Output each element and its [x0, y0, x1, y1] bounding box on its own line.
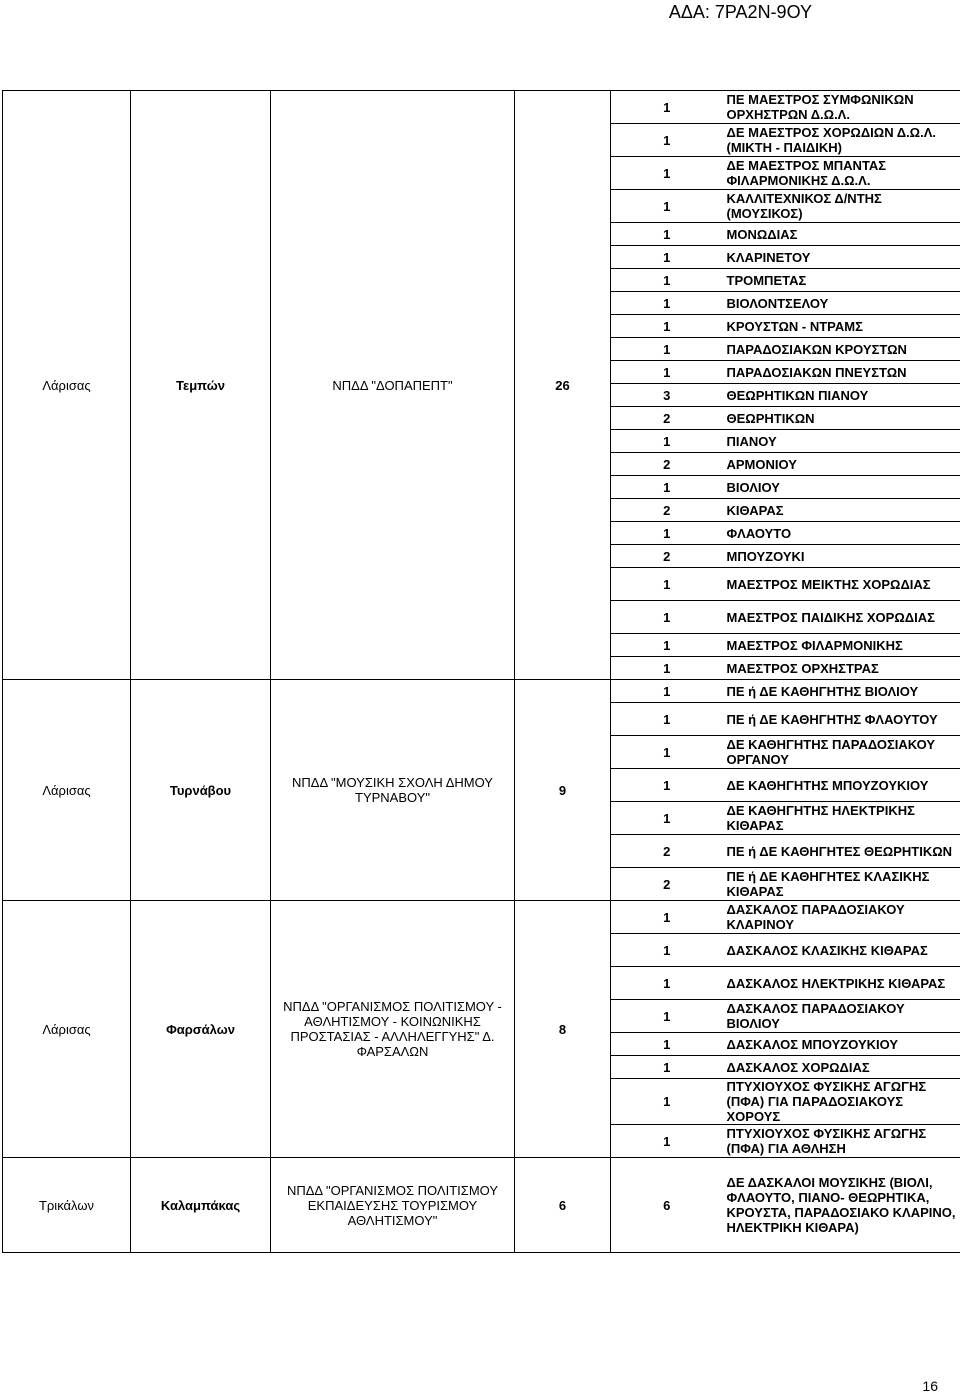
region-cell: Λάρισας [3, 901, 131, 1158]
position-count: 1 [611, 292, 723, 315]
position-specialty: ΠΤΥΧΙΟΥΧΟΣ ΦΥΣΙΚΗΣ ΑΓΩΓΗΣ (ΠΦΑ) ΓΙΑ ΑΘΛΗΣΗ [723, 1125, 960, 1158]
document-code: ΑΔΑ: 7ΡΑ2Ν-9ΟΥ [668, 2, 812, 22]
position-count: 1 [611, 430, 723, 453]
position-specialty: ΠΕ ή ΔΕ ΚΑΘΗΓΗΤΗΣ ΦΛΑΟΥΤΟΥ [723, 703, 960, 736]
position-count: 1 [611, 223, 723, 246]
position-specialty: ΠΕ ή ΔΕ ΚΑΘΗΓΗΤΗΣ ΒΙΟΛΙΟΥ [723, 680, 960, 703]
municipality-cell: Καλαμπάκας [131, 1158, 271, 1253]
position-count: 2 [611, 868, 723, 901]
position-count: 1 [611, 967, 723, 1000]
position-count: 1 [611, 338, 723, 361]
position-specialty: ΠΙΑΝΟΥ [723, 430, 960, 453]
position-specialty: ΠΑΡΑΔΟΣΙΑΚΩΝ ΚΡΟΥΣΤΩΝ [723, 338, 960, 361]
position-count: 1 [611, 157, 723, 190]
entity-cell: ΝΠΔΔ "ΜΟΥΣΙΚΗ ΣΧΟΛΗ ΔΗΜΟΥ ΤΥΡΝΑΒΟΥ" [271, 680, 515, 901]
position-specialty: ΔΕ ΔΑΣΚΑΛΟΙ ΜΟΥΣΙΚΗΣ (ΒΙΟΛΙ, ΦΛΑΟΥΤΟ, ΠΙΑΝΟ- ΘΕΩΡΗΤΙΚΑ, ΚΡΟΥΣΤΑ, ΠΑΡΑΔΟΣΙΑΚΟ ΚΛΑΡΙΝΟ, ΗΛΕΚΤΡΙΚΗ ΚΙΘΑΡΑ) [723, 1158, 960, 1253]
positions-table [2, 90, 960, 1253]
position-count: 2 [611, 545, 723, 568]
position-specialty: ΜΑΕΣΤΡΟΣ ΜΕΙΚΤΗΣ ΧΟΡΩΔΙΑΣ [723, 568, 960, 601]
position-count: 1 [611, 680, 723, 703]
position-specialty: ΔΑΣΚΑΛΟΣ ΠΑΡΑΔΟΣΙΑΚΟΥ ΒΙΟΛΙΟΥ [723, 1000, 960, 1033]
position-specialty: ΠΕ ΜΑΕΣΤΡΟΣ ΣΥΜΦΩΝΙΚΩΝ ΟΡΧΗΣΤΡΩΝ Δ.Ω.Λ. [723, 91, 960, 124]
position-count: 1 [611, 634, 723, 657]
position-count: 1 [611, 190, 723, 223]
position-count: 1 [611, 522, 723, 545]
position-specialty: ΜΑΕΣΤΡΟΣ ΟΡΧΗΣΤΡΑΣ [723, 657, 960, 680]
entity-cell: ΝΠΔΔ "ΟΡΓΑΝΙΣΜΟΣ ΠΟΛΙΤΙΣΜΟΥ - ΑΘΛΗΤΙΣΜΟΥ - ΚΟΙΝΩΝΙΚΗΣ ΠΡΟΣΤΑΣΙΑΣ - ΑΛΛΗΛΕΓΓΥΗΣ" Δ. ΦΑΡΣΑΛΩΝ [271, 901, 515, 1158]
position-specialty: ΘΕΩΡΗΤΙΚΩΝ ΠΙΑΝΟΥ [723, 384, 960, 407]
position-specialty: ΠΕ ή ΔΕ ΚΑΘΗΓΗΤΕΣ ΚΛΑΣΙΚΗΣ ΚΙΘΑΡΑΣ [723, 868, 960, 901]
position-specialty: ΠΤΥΧΙΟΥΧΟΣ ΦΥΣΙΚΗΣ ΑΓΩΓΗΣ (ΠΦΑ) ΓΙΑ ΠΑΡΑΔΟΣΙΑΚΟΥΣ ΧΟΡΟΥΣ [723, 1079, 960, 1125]
position-count: 1 [611, 1000, 723, 1033]
position-specialty: ΔΕ ΜΑΕΣΤΡΟΣ ΜΠΑΝΤΑΣ ΦΙΛΑΡΜΟΝΙΚΗΣ Δ.Ω.Λ. [723, 157, 960, 190]
position-count: 1 [611, 124, 723, 157]
position-specialty: ΔΑΣΚΑΛΟΣ ΠΑΡΑΔΟΣΙΑΚΟΥ ΚΛΑΡΙΝΟΥ [723, 901, 960, 934]
table-row [3, 1158, 960, 1253]
position-specialty: ΜΑΕΣΤΡΟΣ ΠΑΙΔΙΚΗΣ ΧΟΡΩΔΙΑΣ [723, 601, 960, 634]
position-specialty: ΚΡΟΥΣΤΩΝ - ΝΤΡΑΜΣ [723, 315, 960, 338]
position-count: 6 [611, 1158, 723, 1253]
position-count: 3 [611, 384, 723, 407]
position-specialty: ΚΙΘΑΡΑΣ [723, 499, 960, 522]
position-count: 1 [611, 657, 723, 680]
position-specialty: ΔΑΣΚΑΛΟΣ ΚΛΑΣΙΚΗΣ ΚΙΘΑΡΑΣ [723, 934, 960, 967]
position-specialty: ΔΑΣΚΑΛΟΣ ΧΟΡΩΔΙΑΣ [723, 1056, 960, 1079]
position-count: 1 [611, 901, 723, 934]
position-specialty: ΜΟΝΩΔΙΑΣ [723, 223, 960, 246]
position-count: 1 [611, 246, 723, 269]
total-positions-cell: 6 [515, 1158, 611, 1253]
region-cell: Λάρισας [3, 91, 131, 680]
position-count: 1 [611, 476, 723, 499]
position-count: 1 [611, 601, 723, 634]
position-specialty: ΔΕ ΚΑΘΗΓΗΤΗΣ ΠΑΡΑΔΟΣΙΑΚΟΥ ΟΡΓΑΝΟΥ [723, 736, 960, 769]
position-specialty: ΤΡΟΜΠΕΤΑΣ [723, 269, 960, 292]
position-count: 1 [611, 1033, 723, 1056]
position-specialty: ΔΑΣΚΑΛΟΣ ΜΠΟΥΖΟΥΚΙΟΥ [723, 1033, 960, 1056]
table-row [3, 91, 960, 124]
region-cell: Τρικάλων [3, 1158, 131, 1253]
position-count: 1 [611, 568, 723, 601]
position-specialty: ΠΕ ή ΔΕ ΚΑΘΗΓΗΤΕΣ ΘΕΩΡΗΤΙΚΩΝ [723, 835, 960, 868]
position-count: 1 [611, 1125, 723, 1158]
total-positions-cell: 26 [515, 91, 611, 680]
position-specialty: ΜΠΟΥΖΟΥΚΙ [723, 545, 960, 568]
position-count: 1 [611, 91, 723, 124]
position-count: 1 [611, 361, 723, 384]
municipality-cell: Τεμπών [131, 91, 271, 680]
municipality-cell: Φαρσάλων [131, 901, 271, 1158]
position-specialty: ΔΕ ΚΑΘΗΓΗΤΗΣ ΜΠΟΥΖΟΥΚΙΟΥ [723, 769, 960, 802]
position-count: 2 [611, 453, 723, 476]
position-specialty: ΒΙΟΛΙΟΥ [723, 476, 960, 499]
municipality-cell: Τυρνάβου [131, 680, 271, 901]
total-positions-cell: 9 [515, 680, 611, 901]
position-specialty: ΔΕ ΚΑΘΗΓΗΤΗΣ ΗΛΕΚΤΡΙΚΗΣ ΚΙΘΑΡΑΣ [723, 802, 960, 835]
position-count: 1 [611, 703, 723, 736]
entity-cell: ΝΠΔΔ "ΔΟΠΑΠΕΠΤ" [271, 91, 515, 680]
total-positions-cell: 8 [515, 901, 611, 1158]
position-specialty: ΑΡΜΟΝΙΟΥ [723, 453, 960, 476]
region-cell: Λάρισας [3, 680, 131, 901]
position-specialty: ΚΑΛΛΙΤΕΧΝΙΚΟΣ Δ/ΝΤΗΣ (ΜΟΥΣΙΚΟΣ) [723, 190, 960, 223]
position-count: 1 [611, 269, 723, 292]
position-specialty: ΘΕΩΡΗΤΙΚΩΝ [723, 407, 960, 430]
position-count: 1 [611, 315, 723, 338]
table-row [3, 680, 960, 703]
position-specialty: ΜΑΕΣΤΡΟΣ ΦΙΛΑΡΜΟΝΙΚΗΣ [723, 634, 960, 657]
position-count: 2 [611, 835, 723, 868]
position-count: 1 [611, 736, 723, 769]
position-specialty: ΔΑΣΚΑΛΟΣ ΗΛΕΚΤΡΙΚΗΣ ΚΙΘΑΡΑΣ [723, 967, 960, 1000]
position-count: 2 [611, 407, 723, 430]
position-count: 1 [611, 802, 723, 835]
position-specialty: ΦΛΑΟΥΤΟ [723, 522, 960, 545]
position-specialty: ΒΙΟΛΟΝΤΣΕΛΟΥ [723, 292, 960, 315]
position-specialty: ΚΛΑΡΙΝΕΤΟΥ [723, 246, 960, 269]
entity-cell: ΝΠΔΔ "ΟΡΓΑΝΙΣΜΟΣ ΠΟΛΙΤΙΣΜΟΥ ΕΚΠΑΙΔΕΥΣΗΣ ΤΟΥΡΙΣΜΟΥ ΑΘΛΗΤΙΣΜΟΥ" [271, 1158, 515, 1253]
position-count: 1 [611, 1056, 723, 1079]
position-specialty: ΔΕ ΜΑΕΣΤΡΟΣ ΧΟΡΩΔΙΩΝ Δ.Ω.Λ. (ΜΙΚΤΗ - ΠΑΙΔΙΚΗ) [723, 124, 960, 157]
position-specialty: ΠΑΡΑΔΟΣΙΑΚΩΝ ΠΝΕΥΣΤΩΝ [723, 361, 960, 384]
position-count: 2 [611, 499, 723, 522]
table-row [3, 901, 960, 934]
position-count: 1 [611, 934, 723, 967]
position-count: 1 [611, 769, 723, 802]
position-count: 1 [611, 1079, 723, 1125]
page-number: 16 [922, 1378, 938, 1394]
